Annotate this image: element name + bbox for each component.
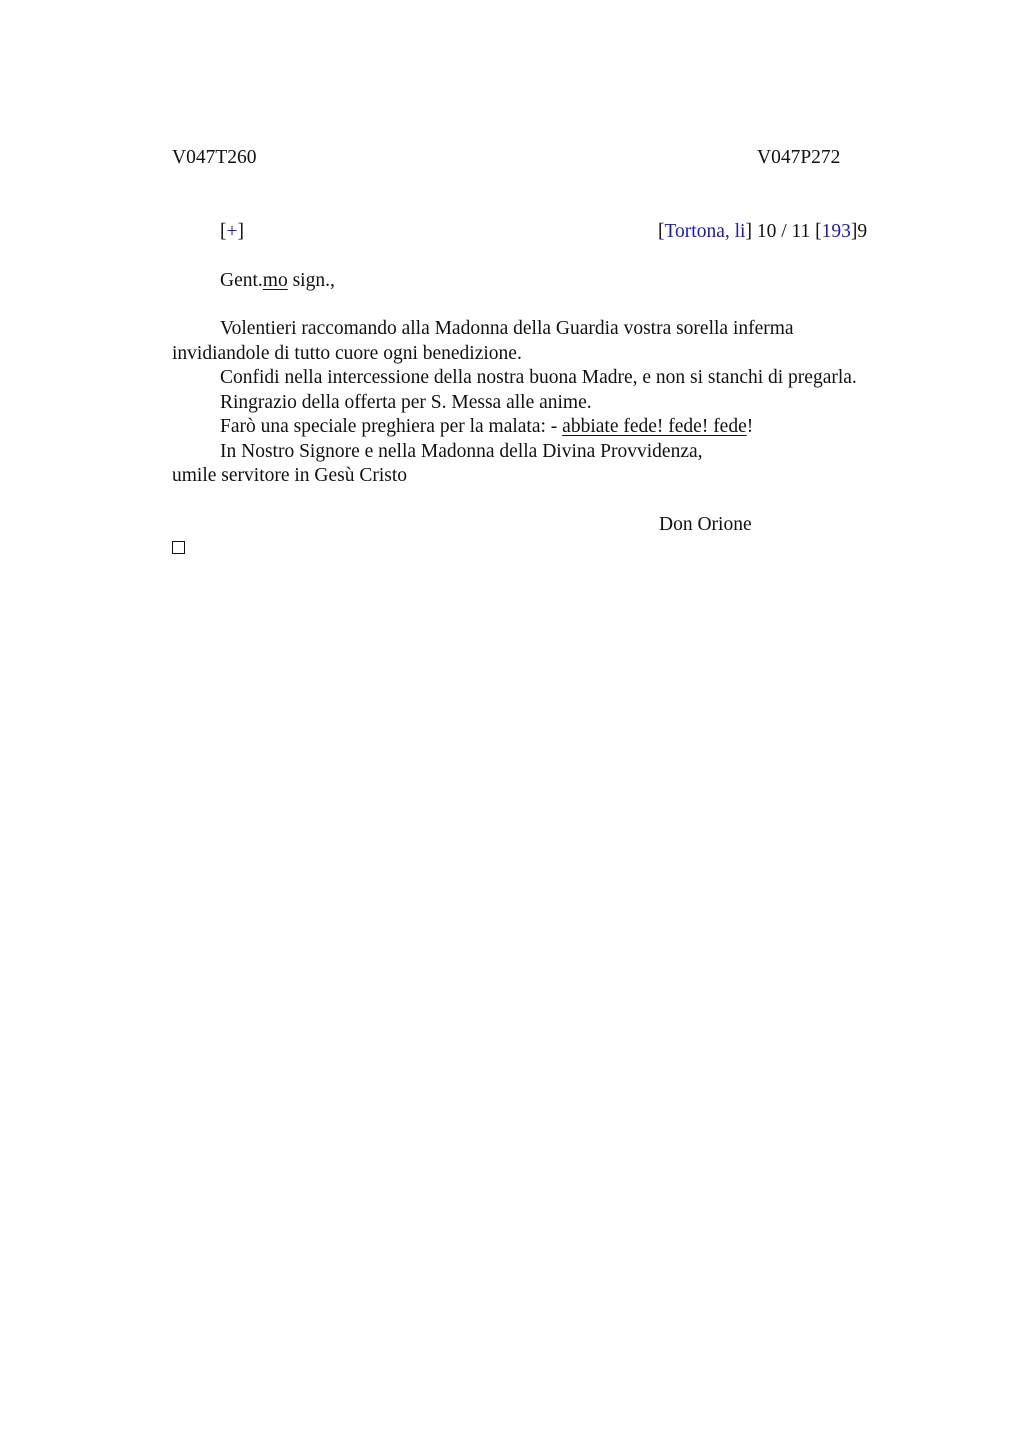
- paragraph-2: Confidi nella intercessione della nostra buona Madre, e non si stanchi di pregarla.: [220, 367, 857, 388]
- end-square-icon: [172, 541, 185, 554]
- place-name: Tortona, li: [664, 221, 746, 242]
- cross-symbol: +: [226, 221, 238, 242]
- salutation: Gent.mo sign.,: [220, 270, 335, 291]
- paragraph-1-line-2: invidiandole di tutto cuore ogni benedizione.: [172, 343, 522, 364]
- closing-line-2: umile servitore in Gesù Cristo: [172, 465, 408, 486]
- page-code-right: V047P272: [757, 147, 841, 168]
- cross-mark: [+]: [220, 221, 244, 242]
- document-code-left: V047T260: [172, 147, 257, 168]
- paragraph-1-line-1: Volentieri raccomando alla Madonna della Guardia vostra sorella inferma: [220, 318, 794, 339]
- paragraph-3: Ringrazio della offerta per S. Messa alle anime.: [220, 392, 592, 413]
- year-part: 193: [821, 221, 851, 242]
- place-date: [Tortona, li] 10 / 11 [193]9: [658, 221, 868, 242]
- paragraph-4: Farò una speciale preghiera per la malata: - abbiate fede! fede! fede!: [220, 416, 754, 437]
- faith-exhortation: abbiate fede! fede! fede: [562, 416, 747, 437]
- closing-line-1: In Nostro Signore e nella Madonna della Divina Provvidenza,: [220, 441, 703, 462]
- signature: Don Orione: [659, 514, 752, 535]
